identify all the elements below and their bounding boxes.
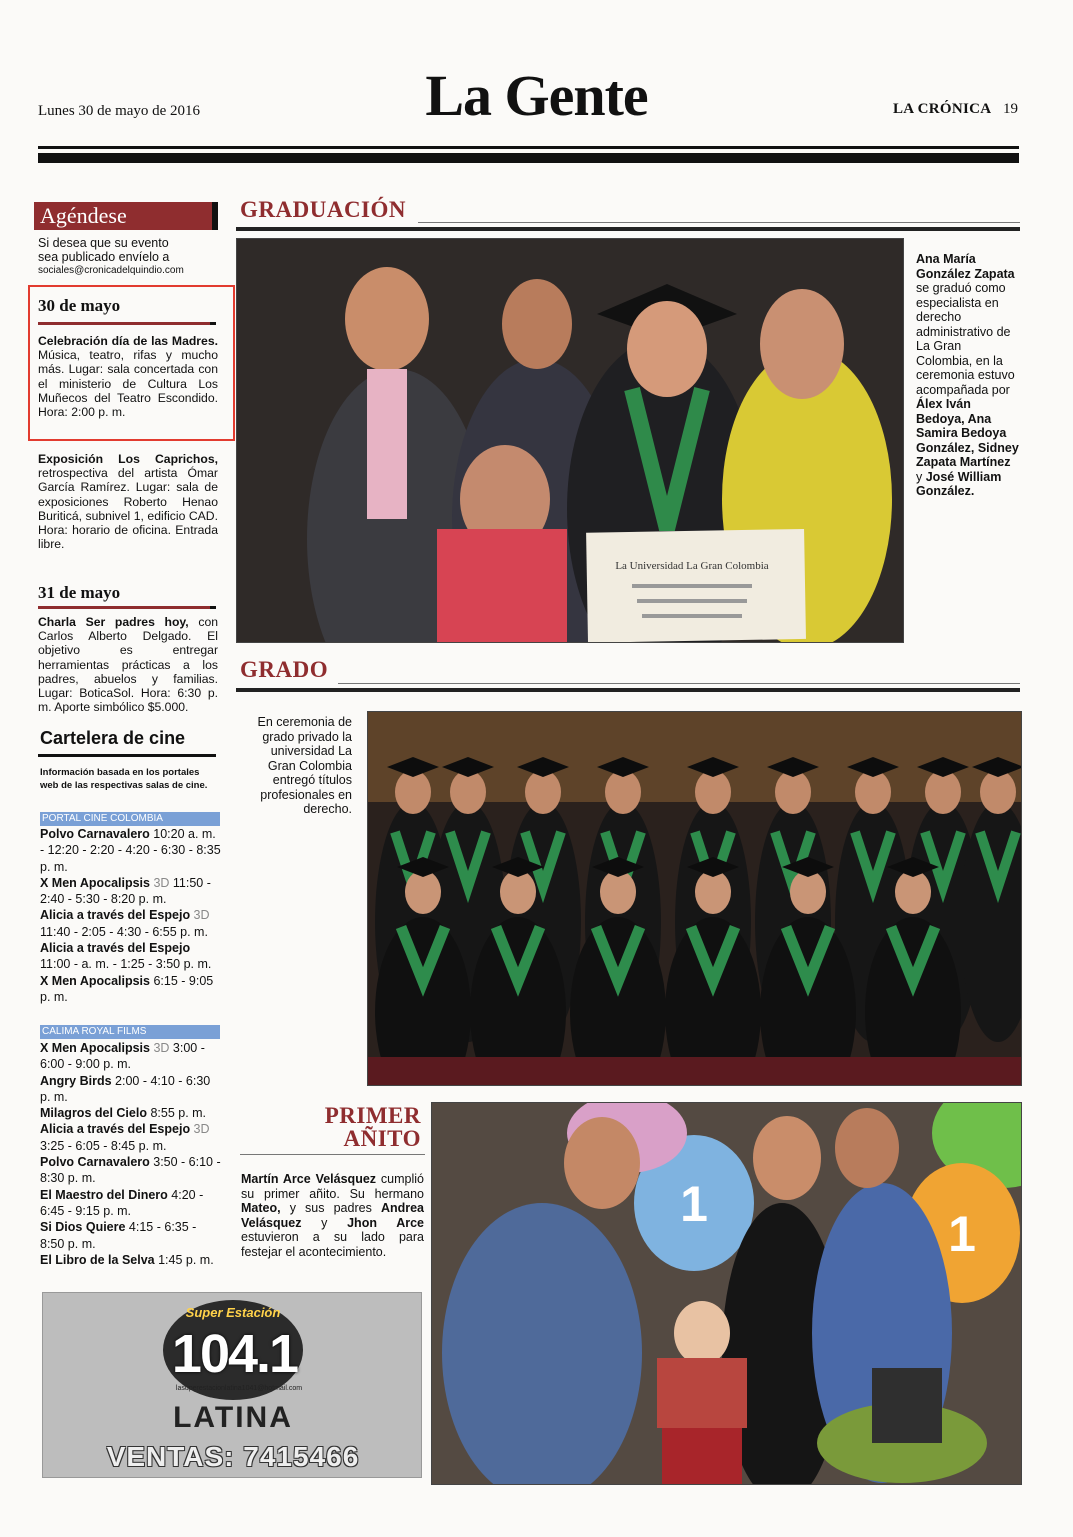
section-heading-primer: PRIMER: [324, 1103, 421, 1128]
cinema-movie-list: [40, 1040, 222, 1268]
movie-times: 4:15 - 6:35 - 8:50 p. m.: [40, 1220, 197, 1251]
section-heading-grado: GRADO: [240, 657, 329, 682]
movie-times: 6:15 - 9:05 p. m.: [40, 973, 214, 1004]
movie-title: Si Dios Quiere: [40, 1220, 126, 1235]
ad-sales-phone: VENTAS: 7415466: [106, 1441, 360, 1472]
caption-conj: y: [321, 1215, 328, 1230]
movie-title: Polvo Carnavalero: [40, 827, 150, 841]
day-rule-end: [210, 322, 216, 325]
issue-date: Lunes 30 de mayo de 2016: [38, 103, 201, 119]
agenda-title: Agéndese: [34, 202, 218, 230]
movie-title: Alicia a través del Espejo: [40, 941, 191, 956]
event-title: Charla Ser padres hoy,: [38, 615, 189, 629]
section-rule: [418, 222, 1020, 223]
agenda-event: [38, 452, 218, 551]
birthday-caption: [241, 1172, 424, 1259]
movie-listing: [40, 826, 222, 875]
movie-title: Polvo Carnavalero: [40, 1155, 150, 1170]
event-body: con Carlos Alberto Delgado. El objetivo es entregar herramientas prácticas a los padres, abuelos y familias. Lugar: BoticaSol. Hora: 6:30 p. m. Aporte simbólico $5.000.: [38, 615, 219, 715]
cinema-note: Información basada en los portales web de las respectivas salas de cine.: [40, 767, 208, 791]
movie-format: 3D: [149, 875, 170, 890]
cinema-movie-list: [40, 826, 222, 1005]
movie-times: 3:00 - 6:00 - 9:00 p. m.: [40, 1041, 205, 1072]
movie-times: 4:20 - 6:45 - 9:15 p. m.: [40, 1187, 204, 1218]
graduation-caption: [916, 252, 1020, 499]
movie-times: 11:40 - 2:05 - 4:30 - 6:55 p. m.: [40, 924, 208, 939]
movie-times: 11:50 - 2:40 - 5:30 - 8:20 p. m.: [40, 875, 211, 907]
agenda-intro-line1: Si desea que su evento: [38, 236, 169, 250]
balloon-number: 1: [680, 1176, 708, 1232]
event-body: retrospectiva del artista Ómar García Ramírez. Lugar: sala de exposiciones Roberto Henao Buriticá, subnivel 1, edificio CAD. Hora: horario de oficina. Entrada libre.: [38, 466, 218, 552]
movie-title: X Men Apocalipsis: [40, 875, 150, 890]
page-number: 19: [1003, 101, 1018, 117]
header-rule-thin: [38, 146, 1019, 149]
event-body: Música, teatro, rifas y mucho más. Lugar: sala concertada con el ministerio de Cultura Los Muñecos del Teatro Escondido. Hora: 2:00 p. m.: [38, 348, 218, 420]
caption-text: y sus padres: [289, 1201, 372, 1215]
section-heading-anito: AÑITO: [343, 1126, 421, 1151]
caption-text: se graduó como especialista en derecho administrativo de La Gran Colombia, en la ceremonia estuvo acompañada por: [916, 281, 1015, 397]
group-photo-illustration: [368, 712, 1022, 1086]
movie-title: Alicia a través del Espejo: [40, 1122, 191, 1137]
movie-title: X Men Apocalipsis: [40, 1041, 150, 1055]
caption-people-last: José William González.: [916, 469, 1002, 498]
caption-text: cumplió su primer añito. Su hermano: [241, 1172, 424, 1201]
movie-times: 8:55 p. m.: [146, 1106, 207, 1121]
birthday-photo: [431, 1102, 1022, 1485]
agenda-event: [38, 334, 218, 419]
caption-person: Andrea Velásquez: [241, 1201, 425, 1230]
caption-name: Ana María González Zapata: [916, 252, 1015, 281]
section-rule: [240, 1154, 425, 1155]
movie-times: 2:00 - 4:10 - 6:30 p. m.: [40, 1073, 211, 1104]
section-rule: [338, 683, 1020, 684]
caption-person: Mateo,: [241, 1201, 281, 1215]
movie-listing: [40, 1121, 222, 1154]
movie-listing: [40, 1105, 222, 1121]
cinema-title-rule: [38, 754, 216, 757]
movie-times: 3:25 - 6:05 - 8:45 p. m.: [40, 1138, 167, 1153]
movie-listing: [40, 940, 222, 973]
agenda-event: [38, 615, 218, 714]
caption-conj: y: [916, 469, 923, 484]
caption-name: Martín Arce Velásquez: [241, 1172, 377, 1186]
graduation-photo-illustration: [237, 239, 904, 643]
movie-format: 3D: [149, 1041, 170, 1055]
birthday-photo-illustration: [432, 1103, 1022, 1485]
agenda-intro-line2: sea publicado envíelo a: [38, 250, 170, 265]
movie-times: 11:00 - a. m. - 1:25 - 3:50 p. m.: [40, 957, 212, 972]
event-title: Celebración día de las Madres.: [38, 334, 218, 348]
agenda-day-heading: 30 de mayo: [38, 296, 121, 315]
movie-title: X Men Apocalipsis: [40, 973, 150, 988]
movie-listing: [40, 1073, 222, 1106]
movie-listing: [40, 1154, 222, 1187]
header-rule-thick: [38, 153, 1019, 163]
caption-people: Álex Iván Bedoya, Ana Samira Bedoya González, Sidney Zapata Martínez: [916, 397, 1019, 469]
balloon-number: 1: [948, 1206, 976, 1262]
diploma-text: La Universidad La Gran Colombia: [615, 560, 769, 572]
movie-format: 3D: [190, 908, 210, 923]
cinema-listings-title: Cartelera de cine: [40, 728, 186, 748]
group-graduation-photo: [367, 711, 1022, 1086]
movie-listing: [40, 1219, 222, 1252]
newspaper-name: LA CRÓNICA: [893, 101, 992, 117]
movie-format: 3D: [190, 1122, 210, 1137]
cinema-name: PORTAL CINE COLOMBIA: [40, 812, 220, 826]
movie-listing: [40, 1252, 222, 1268]
movie-title: Milagros del Cielo: [40, 1106, 147, 1121]
movie-times: 1:45 p. m.: [154, 1252, 214, 1267]
agenda-title-bar: [212, 202, 218, 230]
movie-title: Angry Birds: [40, 1073, 112, 1088]
caption-text: estuvieron a su lado para festejar el acontecimiento.: [241, 1230, 424, 1259]
agenda-intro: [38, 236, 218, 279]
ad-station-name: LATINA: [173, 1401, 293, 1434]
day-rule: [38, 322, 214, 325]
movie-listing: [40, 907, 222, 940]
agenda-email: sociales@cronicadelquindio.com: [38, 265, 184, 277]
graduation-photo: [236, 238, 904, 643]
movie-listing: [40, 875, 222, 908]
caption-person: Jhon Arce: [347, 1215, 424, 1230]
section-rule-thick: [236, 688, 1020, 692]
grado-caption: En ceremonia de grado privado la universidad La Gran Colombia entregó títulos profesionales en derecho.: [257, 715, 352, 816]
movie-title: Alicia a través del Espejo: [40, 908, 191, 923]
day-rule-end: [210, 606, 216, 609]
section-rule-thick: [236, 227, 1020, 231]
movie-times: 10:20 a. m. - 12:20 - 2:20 - 4:20 - 6:30 - 8:35 p. m.: [40, 827, 221, 874]
movie-listing: [40, 973, 222, 1006]
movie-listing: [40, 1040, 222, 1073]
ad-email: lasuperestacionlatina1041@hotmail.com: [175, 1385, 303, 1392]
event-title: Exposición Los Caprichos,: [38, 452, 218, 466]
section-masthead: La Gente: [425, 63, 648, 128]
movie-title: El Libro de la Selva: [40, 1252, 155, 1267]
movie-title: El Maestro del Dinero: [40, 1187, 168, 1202]
day-rule: [38, 606, 214, 609]
movie-times: 3:50 - 6:10 - 8:30 p. m.: [40, 1155, 221, 1186]
radio-advertisement: [42, 1292, 422, 1478]
ad-frequency: 104.1: [171, 1324, 298, 1384]
agenda-day-heading: 31 de mayo: [38, 583, 121, 602]
cinema-name: CALIMA ROYAL FILMS: [40, 1025, 220, 1039]
ad-brand-top: Super Estación: [185, 1305, 281, 1320]
section-heading-graduacion: GRADUACIÓN: [240, 197, 406, 222]
movie-listing: [40, 1187, 222, 1220]
